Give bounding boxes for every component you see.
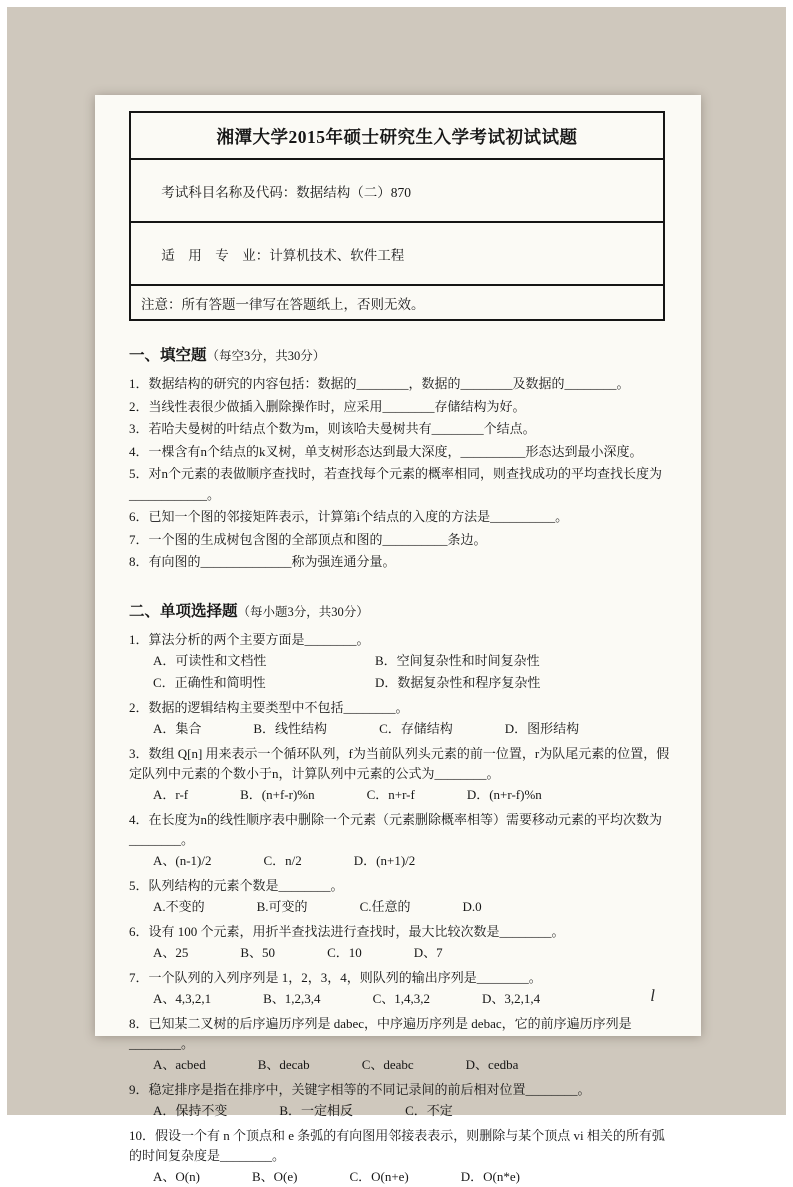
- section-1-note: （每空3分，共30分）: [206, 349, 326, 363]
- choice-question-1: [129, 630, 671, 693]
- question-options: [153, 1055, 671, 1075]
- multiple-choice-questions: [129, 630, 671, 1187]
- question-options: [153, 943, 671, 963]
- fill-item-3: 3．若哈夫曼树的叶结点个数为m，则该哈夫曼树共有________个结点。: [129, 421, 536, 436]
- section-2-note: （每小题3分，共30分）: [237, 604, 369, 619]
- option-c: C．不定: [405, 1102, 453, 1118]
- section-2-title: 二、单项选择题: [129, 602, 238, 620]
- option-d: D．图形结构: [504, 720, 580, 736]
- fill-in-questions: [129, 374, 671, 573]
- choice-question-4: [129, 810, 671, 871]
- fill-item-8: 8．有向图的______________称为强连通分量。: [129, 554, 396, 569]
- option-d: D．(n+1)/2: [353, 852, 416, 868]
- option-c: C、1,4,3,2: [372, 990, 430, 1006]
- option-d: D、7: [413, 944, 443, 960]
- option-b: B．(n+f-r)%n: [240, 786, 315, 802]
- fill-item-5: 5．对n个元素的表做顺序查找时，若查找每个元素的概率相同，则查找成功的平均查找长度为____________。: [129, 466, 663, 502]
- major-row: [131, 221, 663, 284]
- option-d: D．(n+r-f)%n: [466, 786, 542, 802]
- option-d: D.0: [462, 898, 482, 914]
- option-b: B.可变的: [256, 898, 308, 914]
- option-c: C．n+r-f: [366, 786, 415, 802]
- question-options: [153, 719, 671, 739]
- question-options: [153, 897, 671, 917]
- question-text: 4．在长度为n的线性顺序表中删除一个元素（元素删除概率相等）需要移动元素的平均次数为________。: [129, 811, 663, 847]
- question-options: [153, 1167, 671, 1187]
- notice-row: 注意：所有答题一律写在答题纸上，否则无效。: [131, 284, 663, 319]
- option-c: C．存储结构: [379, 720, 453, 736]
- choice-question-8: [129, 1014, 671, 1075]
- question-text: 1．算法分析的两个主要方面是________。: [129, 631, 370, 647]
- question-text: 8．已知某二叉树的后序遍历序列是 dabec，中序遍历序列是 debac，它的前序遍历序列是________。: [129, 1015, 632, 1051]
- question-text: 6．设有 100 个元素，用折半查找法进行查找时，最大比较次数是________。: [129, 923, 565, 939]
- choice-question-9: [129, 1080, 671, 1121]
- major-label: 适 用 专 业：: [161, 248, 270, 263]
- option-d: D、3,2,1,4: [481, 990, 541, 1006]
- question-options: [153, 785, 671, 805]
- question-text: 2．数据的逻辑结构主要类型中不包括________。: [129, 699, 409, 715]
- option-d: D、cedba: [465, 1056, 519, 1072]
- option-b: B、decab: [257, 1056, 310, 1072]
- option-a: A．集合: [153, 720, 202, 736]
- section-2-heading: [129, 599, 671, 621]
- choice-question-10: [129, 1126, 671, 1187]
- choice-question-5: [129, 876, 671, 917]
- option-c: C．正确性和简明性: [153, 674, 266, 690]
- fill-item-7: 7．一个图的生成树包含图的全部顶点和图的__________条边。: [129, 531, 487, 547]
- option-c: C.任意的: [359, 898, 411, 914]
- page-mark: l: [650, 986, 655, 1005]
- option-d: D．数据复杂性和程序复杂性: [375, 674, 541, 690]
- option-a: A、4,3,2,1: [153, 990, 212, 1006]
- option-a: A、O(n): [153, 1168, 200, 1184]
- fill-item-6: 6．已知一个图的邻接矩阵表示，计算第i个结点的入度的方法是__________。: [129, 509, 569, 524]
- question-text: 5．队列结构的元素个数是________。: [129, 877, 344, 893]
- choice-question-6: [129, 922, 671, 963]
- option-c: C．O(n+e): [349, 1168, 409, 1184]
- option-c: C、deabc: [361, 1056, 414, 1072]
- option-a: A.不变的: [153, 898, 205, 914]
- option-b: B．线性结构: [253, 720, 328, 736]
- option-a: A．r-f: [153, 786, 189, 802]
- exam-body: [95, 321, 701, 1187]
- section-1-heading: [129, 343, 671, 365]
- fill-item-2: 2．当线性表很少做插入删除操作时，应采用________存储结构为好。: [129, 398, 526, 414]
- subject-value: 数据结构（二）870: [296, 185, 411, 200]
- fill-item-4: 4．一棵含有n个结点的k叉树，单支树形态达到最大深度，__________形态达到最小深度。: [129, 443, 643, 459]
- option-a: A．可读性和文档性: [153, 652, 267, 668]
- major-value: 计算机技术、软件工程: [269, 248, 405, 263]
- question-options: [153, 1101, 671, 1121]
- question-options: [153, 651, 623, 693]
- question-options: [153, 989, 671, 1009]
- question-text: 10．假设一个有 n 个顶点和 e 条弧的有向图用邻接表表示，则删除与某个顶点 vi 相关的所有弧的时间复杂度是________。: [129, 1127, 665, 1163]
- exam-header-table: [129, 111, 665, 321]
- subject-row: [131, 158, 663, 221]
- exam-paper: [95, 95, 701, 1184]
- choice-question-2: [129, 698, 671, 739]
- question-text: 7．一个队列的入列序列是 1，2，3，4，则队列的输出序列是________。: [129, 969, 542, 985]
- option-b: B、50: [240, 944, 276, 960]
- question-options: [153, 851, 671, 871]
- subject-label: 考试科目名称及代码：: [161, 185, 297, 200]
- option-b: B．一定相反: [279, 1102, 354, 1118]
- exam-title: 湘潭大学2015年硕士研究生入学考试初试试题: [216, 127, 578, 147]
- question-text: 9．稳定排序是指在排序中，关键字相等的不同记录间的前后相对位置________。: [129, 1081, 591, 1097]
- question-text: 3．数组 Q[n] 用来表示一个循环队列，f为当前队列头元素的前一位置，r为队尾元素的位置，假定队列中元素的个数小于n，计算队列中元素的公式为________。: [129, 745, 670, 781]
- option-b: B、O(e): [251, 1168, 298, 1184]
- choice-question-3: [129, 744, 671, 805]
- option-b: B．空间复杂性和时间复杂性: [375, 652, 540, 668]
- option-d: D．O(n*e): [460, 1168, 520, 1184]
- fill-item-1: 1．数据结构的研究的内容包括：数据的________，数据的________及数据的________。: [129, 376, 630, 391]
- section-1-title: 一、填空题: [129, 347, 207, 364]
- choice-question-7: [129, 968, 671, 1009]
- option-a: A、25: [153, 944, 189, 960]
- option-c: C．n/2: [263, 852, 302, 868]
- option-a: A、(n-1)/2: [153, 852, 212, 868]
- option-a: A、acbed: [153, 1056, 206, 1072]
- option-b: B、1,2,3,4: [263, 990, 321, 1006]
- option-c: C．10: [327, 944, 362, 960]
- option-a: A．保持不变: [153, 1102, 228, 1118]
